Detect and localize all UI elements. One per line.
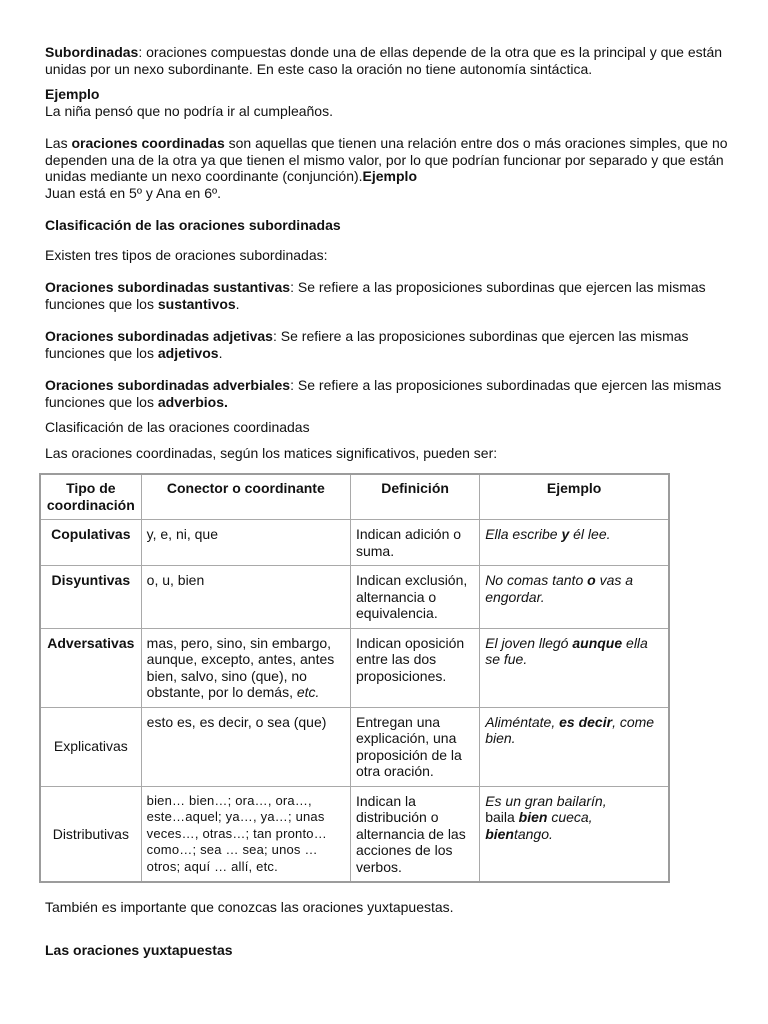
clasif-sub-heading: Clasificación de las oraciones subordinadas bbox=[45, 217, 341, 233]
table-row: Copulativas y, e, ni, que Indican adición o suma. Ella escribe y él lee. bbox=[40, 520, 669, 566]
sub-item-adjetivas: Oraciones subordinadas adjetivas: Se refiere a las proposiciones subordinas que ejercen las mismas funciones que los adjetivos. bbox=[45, 328, 689, 361]
ejemplo-text: La niña pensó que no podría ir al cumpleaños. bbox=[45, 102, 333, 119]
footer-text: También es importante que conozcas las oraciones yuxtapuestas. bbox=[45, 899, 454, 915]
table-row: Explicativas esto es, es decir, o sea (que) Entregan una explicación, una proposición de la otra oración. Aliméntate, es decir, come bien. bbox=[40, 707, 669, 786]
yuxtapuestas-heading: Las oraciones yuxtapuestas bbox=[45, 941, 233, 958]
clasif-coord-heading: Clasificación de las oraciones coordinadas bbox=[45, 419, 310, 435]
header-definicion: Definición bbox=[350, 474, 479, 520]
clasif-sub-intro: Existen tres tipos de oraciones subordinadas: bbox=[45, 246, 328, 263]
table-row: Disyuntivas o, u, bien Indican exclusión, alternancia o equivalencia. No comas tanto o vas a engordar. bbox=[40, 566, 669, 629]
header-ejemplo: Ejemplo bbox=[480, 474, 669, 520]
sub-item-sustantivas: Oraciones subordinadas sustantivas: Se refiere a las proposiciones subordinas que ejercen las mismas funciones que los sustantivos. bbox=[45, 279, 706, 312]
table-row: Adversativas mas, pero, sino, sin embargo, aunque, excepto, antes, antes bien, salvo, sino (que), no obstante, por lo demás, etc. Indican oposición entre las dos proposiciones. El joven llegó aunque ella se fue. bbox=[40, 628, 669, 707]
coordinadas-paragraph: Las oraciones coordinadas son aquellas que tienen una relación entre dos o más oraciones simples, que no dependen una de la otra ya que tienen el mismo valor, por lo que podrían funcionar por separado y que están unidas mediante un nexo coordinante (conjunción).Ejemplo Juan está en 5º y Ana en 6º. bbox=[45, 135, 728, 201]
ejemplo-label: Ejemplo bbox=[45, 86, 100, 102]
subordinadas-paragraph: Subordinadas: oraciones compuestas donde una de ellas depende de la otra que es la principal y que están unidas por un nexo subordinante. En este caso la oración no tiene autonomía sintáctica. bbox=[45, 44, 723, 77]
coordination-table bbox=[39, 473, 670, 883]
header-tipo: Tipo de coordinación bbox=[40, 474, 141, 520]
sub-item-adverbiales: Oraciones subordinadas adverbiales: Se refiere a las proposiciones subordinadas que ejercen las mismas funciones que los adverbios. bbox=[45, 377, 722, 410]
clasif-coord-intro: Las oraciones coordinadas, según los matices significativos, pueden ser: bbox=[45, 444, 498, 461]
subordinadas-term: Subordinadas bbox=[45, 44, 139, 60]
document-body bbox=[45, 44, 735, 958]
header-conector: Conector o coordinante bbox=[141, 474, 350, 520]
table-row: Distributivas bien… bien…; ora…, ora…, este…aquel; ya…, ya…; unas veces…, otras…; tan pronto… como…; sea … sea; unos … otros; aquí … allí, etc. Indican la distribución o alternancia de las acciones de los verbos. Es un gran bailarín, baila bien cueca, bientango. bbox=[40, 786, 669, 882]
table-header-row bbox=[40, 474, 669, 520]
